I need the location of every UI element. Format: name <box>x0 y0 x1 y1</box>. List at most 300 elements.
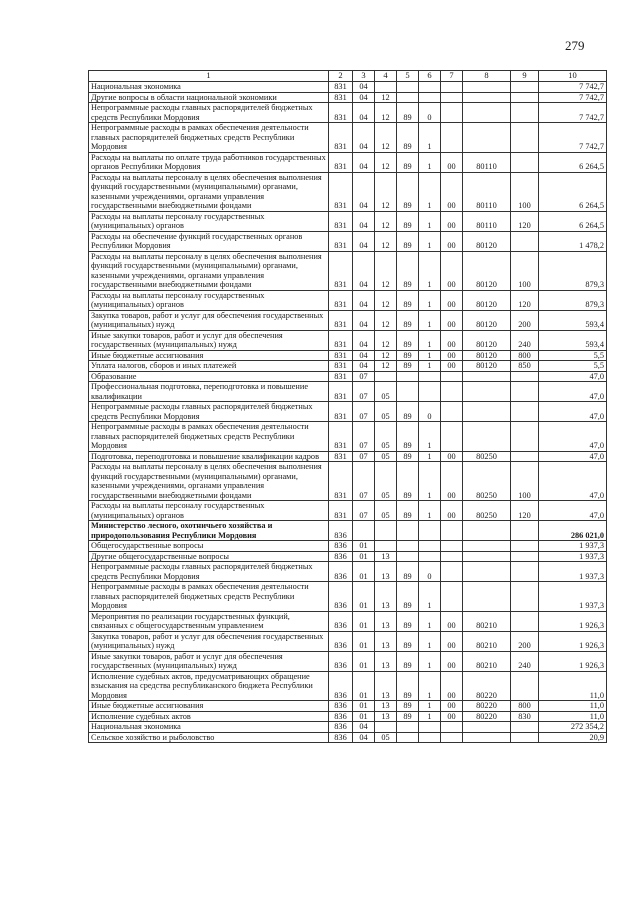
cell-subsection-code: 13 <box>375 701 397 712</box>
cell-subsection-code: 13 <box>375 651 397 671</box>
cell-target-code <box>463 732 511 743</box>
cell-direction-code: 00 <box>441 631 463 651</box>
cell-subprogram-code: 1 <box>419 701 441 712</box>
cell-subsection-code: 05 <box>375 382 397 402</box>
cell-ministry-code: 836 <box>329 732 353 743</box>
column-header-4: 4 <box>375 71 397 82</box>
cell-subsection-code: 05 <box>375 422 397 452</box>
cell-ministry-code: 831 <box>329 82 353 93</box>
cell-subsection-code <box>375 82 397 93</box>
cell-amount: 11,0 <box>539 711 607 722</box>
cell-ministry-code: 831 <box>329 231 353 251</box>
cell-ministry-code: 831 <box>329 211 353 231</box>
cell-amount: 7 742,7 <box>539 92 607 103</box>
column-header-5: 5 <box>397 71 419 82</box>
cell-subsection-code: 13 <box>375 671 397 701</box>
cell-subsection-code: 12 <box>375 123 397 153</box>
cell-ministry-code: 831 <box>329 501 353 521</box>
cell-target-code <box>463 402 511 422</box>
cell-target-code <box>463 551 511 562</box>
cell-section-code <box>353 521 375 541</box>
cell-subprogram-code <box>419 92 441 103</box>
cell-subprogram-code: 1 <box>419 251 441 290</box>
cell-subsection-code <box>375 722 397 733</box>
cell-expense-type-code: 240 <box>511 651 539 671</box>
cell-row-name: Национальная экономика <box>89 722 329 733</box>
cell-target-code <box>463 521 511 541</box>
cell-direction-code: 00 <box>441 711 463 722</box>
cell-subprogram-code: 1 <box>419 172 441 211</box>
table-row <box>89 551 607 562</box>
cell-section-code: 04 <box>353 310 375 330</box>
column-header-2: 2 <box>329 71 353 82</box>
cell-program-code: 89 <box>397 123 419 153</box>
cell-ministry-code: 836 <box>329 541 353 552</box>
cell-direction-code: 00 <box>441 172 463 211</box>
cell-subsection-code: 12 <box>375 152 397 172</box>
cell-row-name: Иные закупки товаров, работ и услуг для обеспечения государственных (муниципальных) нужд <box>89 651 329 671</box>
cell-subsection-code: 12 <box>375 251 397 290</box>
cell-target-code: 80120 <box>463 251 511 290</box>
cell-program-code: 89 <box>397 451 419 462</box>
cell-expense-type-code <box>511 451 539 462</box>
cell-program-code: 89 <box>397 562 419 582</box>
table-row <box>89 631 607 651</box>
cell-program-code: 89 <box>397 231 419 251</box>
cell-ministry-code: 831 <box>329 251 353 290</box>
cell-amount: 47,0 <box>539 382 607 402</box>
column-header-6: 6 <box>419 71 441 82</box>
cell-amount: 47,0 <box>539 462 607 501</box>
cell-expense-type-code: 120 <box>511 501 539 521</box>
cell-expense-type-code <box>511 103 539 123</box>
budget-table <box>88 70 607 743</box>
cell-subsection-code: 05 <box>375 501 397 521</box>
table-row <box>89 152 607 172</box>
cell-row-name: Расходы на выплаты персоналу в целях обеспечения выполнения функций государственными (муниципальными) органами, казенными учреждениями, органами управления государственными внебюджетными фондами <box>89 172 329 211</box>
cell-row-name: Непрограммные расходы в рамках обеспечения деятельности главных распорядителей бюджетных средств Республики Мордовия <box>89 123 329 153</box>
cell-subsection-code: 05 <box>375 462 397 501</box>
cell-target-code: 80210 <box>463 631 511 651</box>
cell-target-code: 80210 <box>463 611 511 631</box>
cell-target-code: 80120 <box>463 350 511 361</box>
cell-amount: 6 264,5 <box>539 211 607 231</box>
cell-section-code: 04 <box>353 722 375 733</box>
cell-expense-type-code: 200 <box>511 631 539 651</box>
cell-subsection-code: 13 <box>375 711 397 722</box>
page-number: 279 <box>565 38 585 53</box>
cell-amount: 11,0 <box>539 701 607 712</box>
cell-section-code: 04 <box>353 172 375 211</box>
cell-section-code: 07 <box>353 371 375 382</box>
cell-ministry-code: 836 <box>329 551 353 562</box>
cell-expense-type-code <box>511 551 539 562</box>
cell-direction-code <box>441 582 463 612</box>
cell-program-code: 89 <box>397 152 419 172</box>
cell-subsection-code: 12 <box>375 350 397 361</box>
cell-program-code <box>397 521 419 541</box>
cell-expense-type-code: 200 <box>511 310 539 330</box>
cell-amount: 7 742,7 <box>539 82 607 93</box>
cell-ministry-code: 831 <box>329 152 353 172</box>
cell-direction-code <box>441 382 463 402</box>
cell-subsection-code: 05 <box>375 732 397 743</box>
cell-direction-code: 00 <box>441 671 463 701</box>
cell-ministry-code: 836 <box>329 651 353 671</box>
table-row <box>89 371 607 382</box>
cell-program-code: 89 <box>397 701 419 712</box>
cell-expense-type-code <box>511 732 539 743</box>
cell-subprogram-code: 1 <box>419 290 441 310</box>
cell-direction-code <box>441 402 463 422</box>
cell-subprogram-code: 0 <box>419 103 441 123</box>
cell-subprogram-code: 0 <box>419 562 441 582</box>
cell-target-code: 80120 <box>463 310 511 330</box>
cell-subsection-code: 12 <box>375 231 397 251</box>
cell-row-name: Непрограммные расходы главных распорядителей бюджетных средств Республики Мордовия <box>89 103 329 123</box>
cell-program-code: 89 <box>397 402 419 422</box>
cell-row-name: Другие общегосударственные вопросы <box>89 551 329 562</box>
table-row <box>89 211 607 231</box>
cell-row-name: Иные бюджетные ассигнования <box>89 701 329 712</box>
cell-row-name: Иные закупки товаров, работ и услуг для обеспечения государственных (муниципальных) нужд <box>89 330 329 350</box>
cell-amount: 47,0 <box>539 371 607 382</box>
cell-subprogram-code: 1 <box>419 330 441 350</box>
cell-section-code: 01 <box>353 562 375 582</box>
cell-direction-code: 00 <box>441 350 463 361</box>
cell-section-code: 04 <box>353 152 375 172</box>
cell-amount: 6 264,5 <box>539 172 607 211</box>
cell-subprogram-code: 1 <box>419 611 441 631</box>
cell-target-code <box>463 422 511 452</box>
cell-direction-code <box>441 732 463 743</box>
cell-program-code <box>397 722 419 733</box>
cell-section-code: 04 <box>353 103 375 123</box>
cell-amount: 272 354,2 <box>539 722 607 733</box>
cell-target-code: 80250 <box>463 501 511 521</box>
cell-target-code: 80120 <box>463 231 511 251</box>
cell-subprogram-code: 1 <box>419 211 441 231</box>
cell-direction-code <box>441 541 463 552</box>
table-row <box>89 402 607 422</box>
cell-ministry-code: 831 <box>329 462 353 501</box>
cell-direction-code <box>441 551 463 562</box>
cell-subsection-code: 13 <box>375 562 397 582</box>
cell-expense-type-code: 100 <box>511 172 539 211</box>
cell-target-code <box>463 82 511 93</box>
cell-target-code <box>463 371 511 382</box>
cell-ministry-code: 836 <box>329 631 353 651</box>
cell-program-code: 89 <box>397 211 419 231</box>
cell-target-code: 80220 <box>463 671 511 701</box>
cell-row-name: Расходы на выплаты персоналу в целях обеспечения выполнения функций государственными (муниципальными) органами, казенными учреждениями, органами управления государственными внебюджетными фондами <box>89 462 329 501</box>
cell-subprogram-code <box>419 371 441 382</box>
cell-expense-type-code: 800 <box>511 701 539 712</box>
cell-subsection-code: 12 <box>375 211 397 231</box>
cell-ministry-code: 836 <box>329 521 353 541</box>
table-row <box>89 92 607 103</box>
cell-section-code: 01 <box>353 651 375 671</box>
cell-row-name: Закупка товаров, работ и услуг для обеспечения государственных (муниципальных) нужд <box>89 310 329 330</box>
cell-target-code: 80250 <box>463 462 511 501</box>
cell-section-code: 01 <box>353 631 375 651</box>
cell-row-name: Профессиональная подготовка, переподготовка и повышение квалификации <box>89 382 329 402</box>
cell-subsection-code: 12 <box>375 290 397 310</box>
cell-row-name: Мероприятия по реализации государственных функций, связанных с общегосударственным управлением <box>89 611 329 631</box>
cell-direction-code <box>441 521 463 541</box>
cell-section-code: 04 <box>353 290 375 310</box>
cell-section-code: 04 <box>353 82 375 93</box>
cell-amount: 1 937,3 <box>539 541 607 552</box>
table-row <box>89 732 607 743</box>
cell-ministry-code: 831 <box>329 172 353 211</box>
cell-program-code <box>397 382 419 402</box>
cell-subsection-code <box>375 521 397 541</box>
cell-subprogram-code <box>419 541 441 552</box>
table-row <box>89 382 607 402</box>
table-row <box>89 451 607 462</box>
cell-amount: 11,0 <box>539 671 607 701</box>
cell-section-code: 07 <box>353 462 375 501</box>
cell-subprogram-code: 1 <box>419 671 441 701</box>
cell-ministry-code: 836 <box>329 562 353 582</box>
cell-program-code: 89 <box>397 671 419 701</box>
cell-direction-code: 00 <box>441 251 463 290</box>
cell-program-code <box>397 551 419 562</box>
cell-ministry-code: 831 <box>329 310 353 330</box>
cell-subsection-code: 12 <box>375 103 397 123</box>
cell-row-name: Расходы на обеспечение функций государственных органов Республики Мордовия <box>89 231 329 251</box>
cell-section-code: 04 <box>353 251 375 290</box>
cell-amount: 5,5 <box>539 361 607 372</box>
table-row <box>89 541 607 552</box>
cell-amount: 47,0 <box>539 501 607 521</box>
cell-subprogram-code: 1 <box>419 631 441 651</box>
cell-row-name: Закупка товаров, работ и услуг для обеспечения государственных (муниципальных) нужд <box>89 631 329 651</box>
cell-amount: 1 926,3 <box>539 651 607 671</box>
cell-target-code: 80220 <box>463 701 511 712</box>
cell-target-code: 80210 <box>463 651 511 671</box>
cell-expense-type-code <box>511 541 539 552</box>
cell-section-code: 01 <box>353 611 375 631</box>
table-row <box>89 671 607 701</box>
table-row <box>89 521 607 541</box>
cell-section-code: 07 <box>353 402 375 422</box>
cell-expense-type-code <box>511 422 539 452</box>
cell-direction-code: 00 <box>441 462 463 501</box>
cell-program-code: 89 <box>397 251 419 290</box>
table-row <box>89 290 607 310</box>
cell-subsection-code: 12 <box>375 330 397 350</box>
column-header-8: 8 <box>463 71 511 82</box>
cell-direction-code: 00 <box>441 310 463 330</box>
cell-expense-type-code <box>511 152 539 172</box>
cell-ministry-code: 836 <box>329 711 353 722</box>
cell-ministry-code: 831 <box>329 371 353 382</box>
cell-section-code: 01 <box>353 541 375 552</box>
cell-row-name: Исполнение судебных актов, предусматривающих обращение взыскания на средства республиканского бюджета Республики Мордовия <box>89 671 329 701</box>
cell-program-code: 89 <box>397 631 419 651</box>
cell-section-code: 01 <box>353 671 375 701</box>
header-row <box>89 71 607 82</box>
cell-row-name: Общегосударственные вопросы <box>89 541 329 552</box>
cell-subsection-code: 13 <box>375 551 397 562</box>
cell-section-code: 04 <box>353 211 375 231</box>
cell-section-code: 01 <box>353 582 375 612</box>
cell-direction-code: 00 <box>441 211 463 231</box>
cell-program-code: 89 <box>397 330 419 350</box>
cell-direction-code: 00 <box>441 361 463 372</box>
cell-amount: 286 021,0 <box>539 521 607 541</box>
table-body <box>89 71 607 743</box>
table-row <box>89 82 607 93</box>
cell-subprogram-code: 1 <box>419 711 441 722</box>
cell-section-code: 07 <box>353 382 375 402</box>
cell-ministry-code: 836 <box>329 671 353 701</box>
cell-expense-type-code <box>511 92 539 103</box>
cell-amount: 879,3 <box>539 251 607 290</box>
cell-subprogram-code <box>419 722 441 733</box>
cell-subprogram-code <box>419 521 441 541</box>
table-row <box>89 711 607 722</box>
cell-program-code: 89 <box>397 310 419 330</box>
table-row <box>89 611 607 631</box>
cell-ministry-code: 831 <box>329 103 353 123</box>
cell-expense-type-code: 120 <box>511 211 539 231</box>
cell-target-code <box>463 541 511 552</box>
cell-amount: 47,0 <box>539 422 607 452</box>
cell-expense-type-code <box>511 611 539 631</box>
cell-subprogram-code: 1 <box>419 422 441 452</box>
cell-direction-code <box>441 722 463 733</box>
cell-target-code: 80110 <box>463 211 511 231</box>
cell-row-name: Уплата налогов, сборов и иных платежей <box>89 361 329 372</box>
cell-subprogram-code: 1 <box>419 152 441 172</box>
cell-amount: 593,4 <box>539 310 607 330</box>
cell-ministry-code: 836 <box>329 582 353 612</box>
cell-target-code <box>463 103 511 123</box>
cell-expense-type-code: 850 <box>511 361 539 372</box>
cell-subprogram-code: 1 <box>419 361 441 372</box>
cell-expense-type-code <box>511 671 539 701</box>
cell-amount: 1 937,3 <box>539 551 607 562</box>
cell-program-code: 89 <box>397 290 419 310</box>
cell-amount: 879,3 <box>539 290 607 310</box>
cell-target-code <box>463 123 511 153</box>
cell-row-name: Исполнение судебных актов <box>89 711 329 722</box>
cell-subsection-code: 12 <box>375 172 397 211</box>
cell-ministry-code: 831 <box>329 290 353 310</box>
table-row <box>89 123 607 153</box>
cell-amount: 47,0 <box>539 451 607 462</box>
cell-expense-type-code <box>511 402 539 422</box>
table-row <box>89 701 607 712</box>
cell-target-code: 80250 <box>463 451 511 462</box>
cell-expense-type-code: 240 <box>511 330 539 350</box>
cell-row-name: Расходы на выплаты персоналу государственных (муниципальных) органов <box>89 290 329 310</box>
cell-row-name: Сельское хозяйство и рыболовство <box>89 732 329 743</box>
cell-section-code: 07 <box>353 451 375 462</box>
cell-target-code: 80110 <box>463 152 511 172</box>
cell-direction-code: 00 <box>441 231 463 251</box>
cell-amount: 47,0 <box>539 402 607 422</box>
cell-expense-type-code <box>511 82 539 93</box>
cell-expense-type-code <box>511 582 539 612</box>
cell-direction-code: 00 <box>441 611 463 631</box>
cell-section-code: 04 <box>353 92 375 103</box>
cell-direction-code <box>441 92 463 103</box>
cell-program-code: 89 <box>397 711 419 722</box>
cell-direction-code: 00 <box>441 451 463 462</box>
cell-subprogram-code: 1 <box>419 582 441 612</box>
cell-ministry-code: 831 <box>329 451 353 462</box>
cell-ministry-code: 831 <box>329 92 353 103</box>
cell-ministry-code: 831 <box>329 382 353 402</box>
cell-expense-type-code <box>511 521 539 541</box>
table-row <box>89 310 607 330</box>
cell-subprogram-code: 1 <box>419 651 441 671</box>
cell-row-name: Министерство лесного, охотничьего хозяйства и природопользования Республики Мордовия <box>89 521 329 541</box>
cell-expense-type-code: 100 <box>511 462 539 501</box>
cell-program-code: 89 <box>397 103 419 123</box>
cell-direction-code <box>441 562 463 582</box>
cell-program-code: 89 <box>397 350 419 361</box>
cell-program-code <box>397 541 419 552</box>
column-header-7: 7 <box>441 71 463 82</box>
table-row <box>89 231 607 251</box>
cell-section-code: 01 <box>353 551 375 562</box>
cell-target-code <box>463 562 511 582</box>
table-row <box>89 501 607 521</box>
column-header-1: 1 <box>89 71 329 82</box>
cell-ministry-code: 831 <box>329 402 353 422</box>
cell-direction-code: 00 <box>441 290 463 310</box>
cell-ministry-code: 836 <box>329 722 353 733</box>
cell-row-name: Расходы на выплаты персоналу государственных (муниципальных) органов <box>89 211 329 231</box>
cell-row-name: Иные бюджетные ассигнования <box>89 350 329 361</box>
cell-section-code: 07 <box>353 422 375 452</box>
cell-row-name: Расходы на выплаты персоналу в целях обеспечения выполнения функций государственными (муниципальными) органами, казенными учреждениями, органами управления государственными внебюджетными фондами <box>89 251 329 290</box>
cell-section-code: 04 <box>353 732 375 743</box>
column-header-3: 3 <box>353 71 375 82</box>
cell-program-code <box>397 82 419 93</box>
cell-ministry-code: 836 <box>329 611 353 631</box>
cell-direction-code <box>441 371 463 382</box>
cell-subprogram-code: 1 <box>419 123 441 153</box>
cell-section-code: 01 <box>353 711 375 722</box>
table-row <box>89 172 607 211</box>
cell-amount: 6 264,5 <box>539 152 607 172</box>
column-header-10: 10 <box>539 71 607 82</box>
cell-ministry-code: 836 <box>329 701 353 712</box>
cell-subsection-code <box>375 541 397 552</box>
cell-amount: 20,9 <box>539 732 607 743</box>
cell-section-code: 04 <box>353 330 375 350</box>
table-row <box>89 350 607 361</box>
cell-program-code: 89 <box>397 462 419 501</box>
cell-direction-code: 00 <box>441 330 463 350</box>
cell-ministry-code: 831 <box>329 123 353 153</box>
cell-direction-code <box>441 82 463 93</box>
cell-subsection-code: 12 <box>375 92 397 103</box>
cell-program-code: 89 <box>397 172 419 211</box>
cell-expense-type-code <box>511 382 539 402</box>
cell-subsection-code: 13 <box>375 611 397 631</box>
cell-direction-code: 00 <box>441 651 463 671</box>
table-row <box>89 422 607 452</box>
cell-target-code: 80110 <box>463 172 511 211</box>
cell-amount: 5,5 <box>539 350 607 361</box>
